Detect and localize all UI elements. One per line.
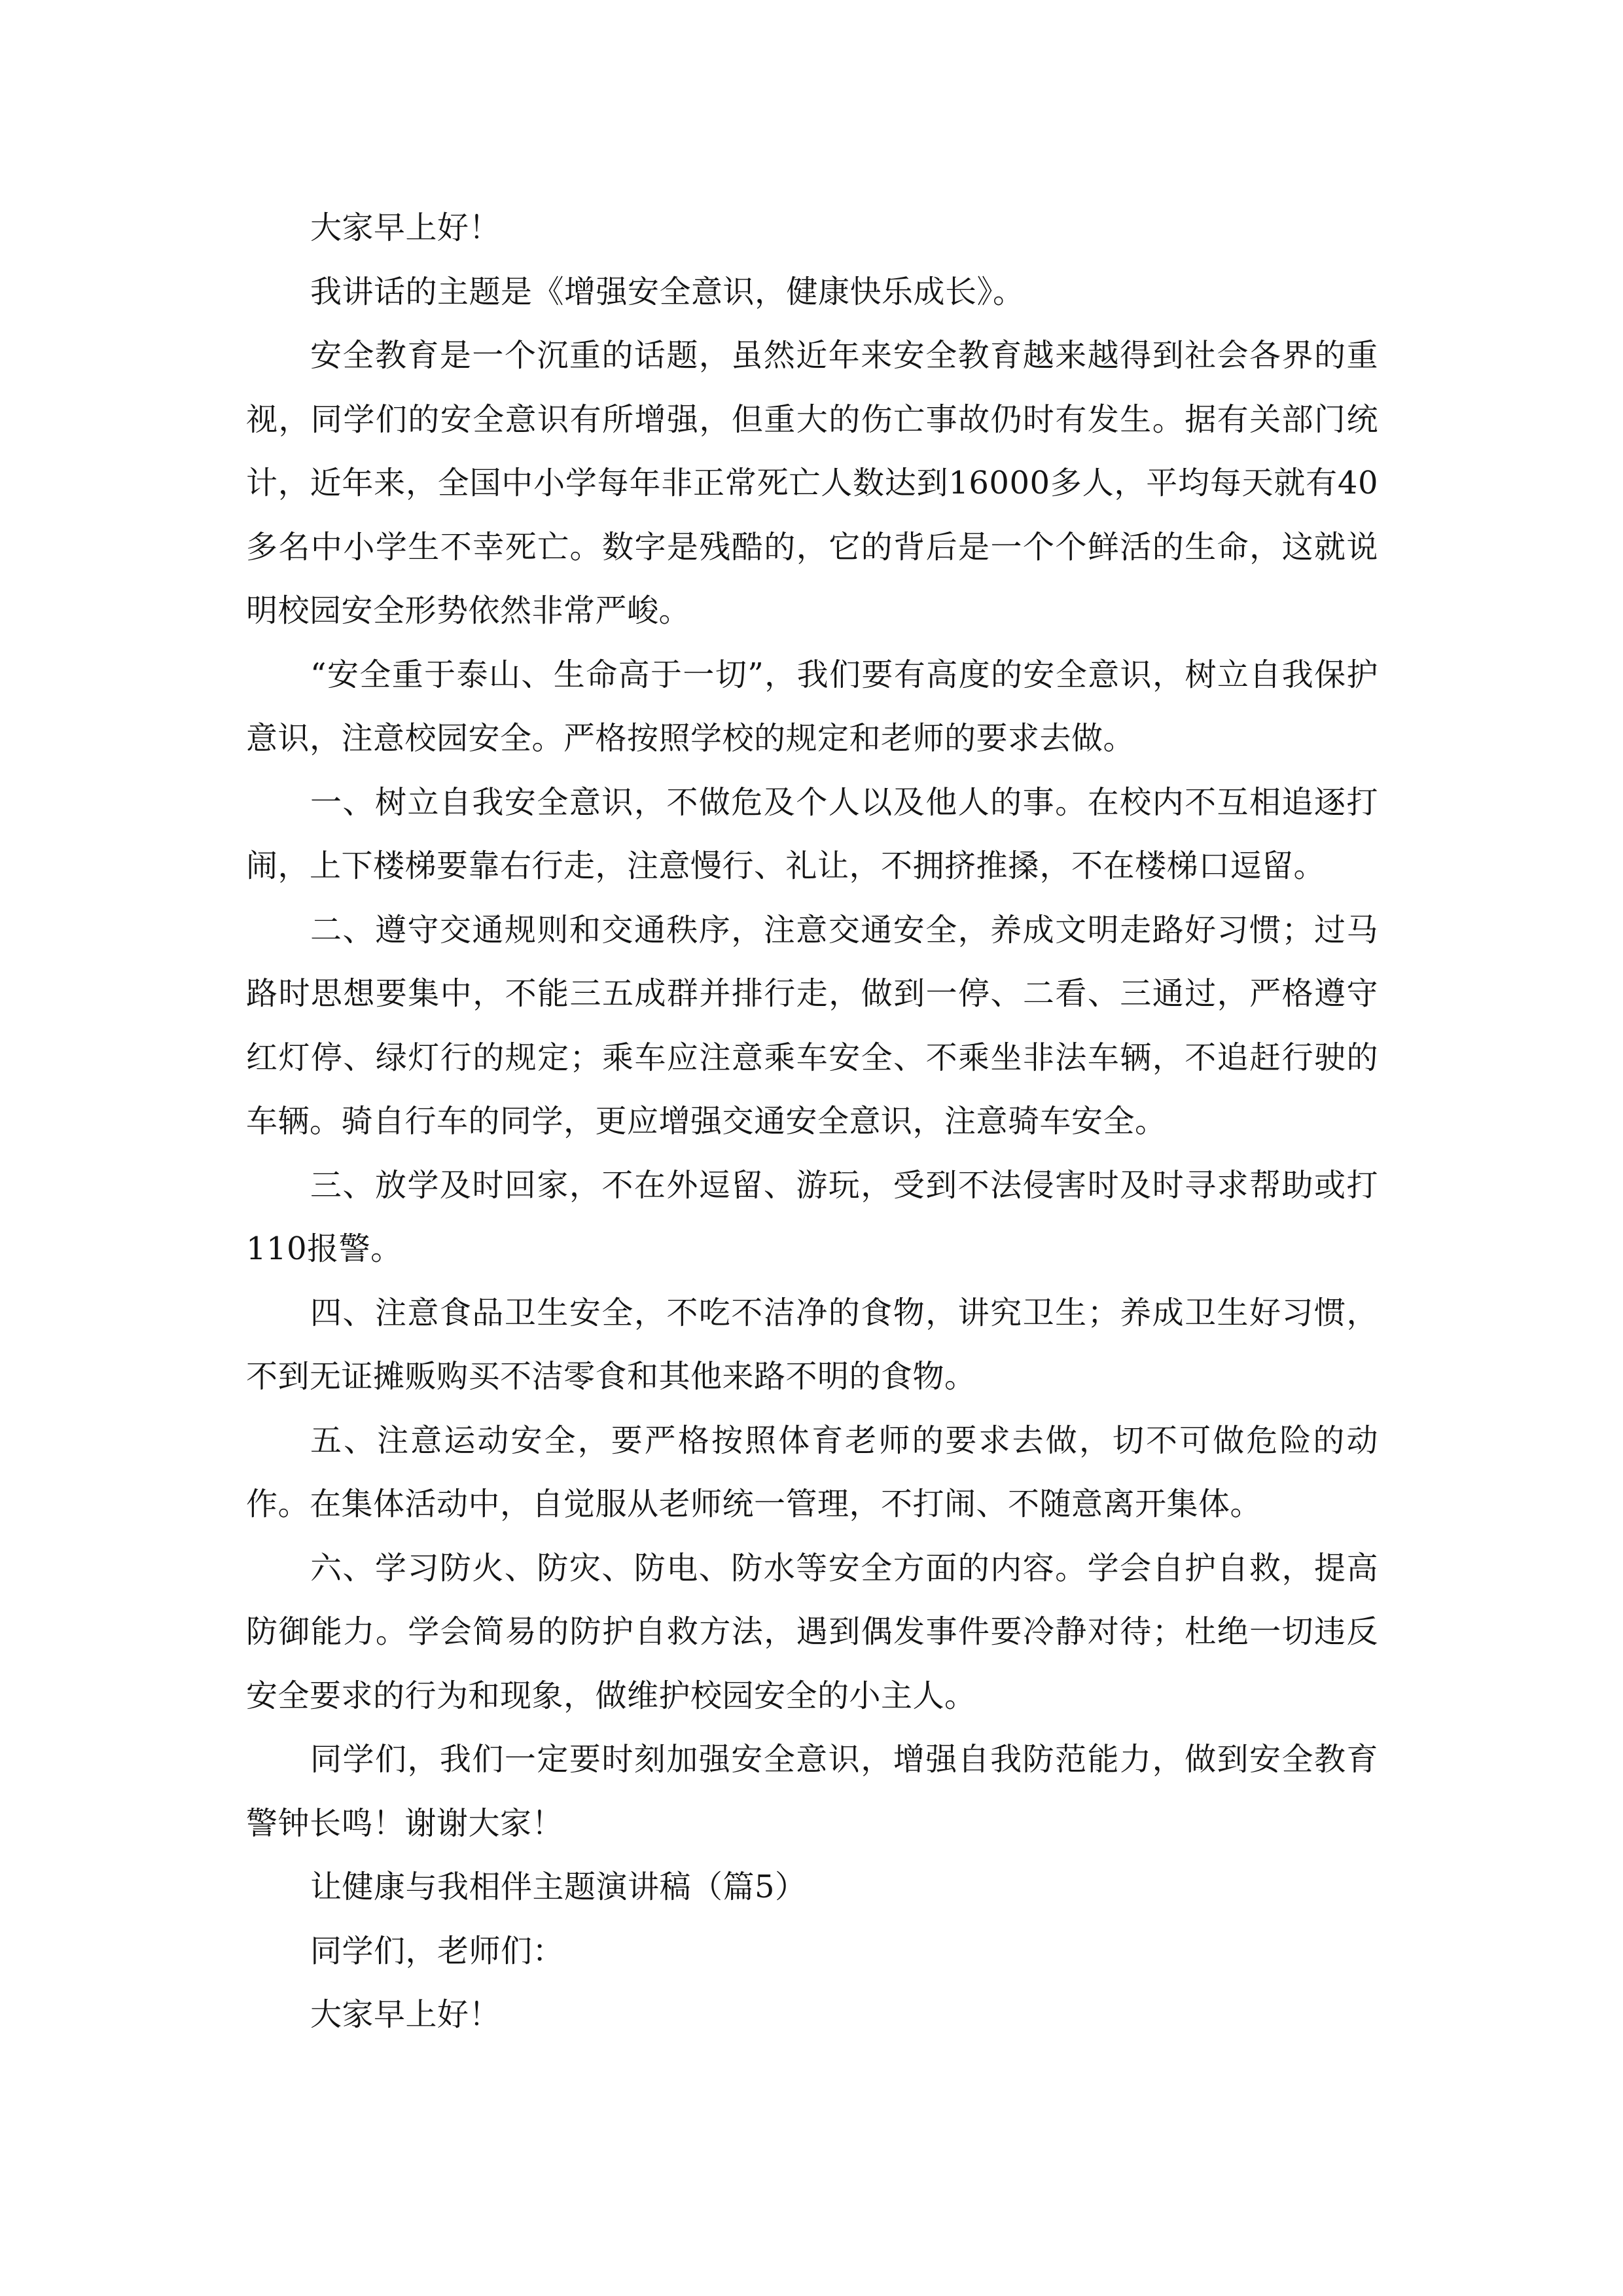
list-item-paragraph: 三、放学及时回家，不在外逗留、游玩，受到不法侵害时及时寻求帮助或打110报警。 <box>246 1166 1378 1267</box>
greeting-paragraph: 大家早上好！ <box>310 209 501 246</box>
body-paragraph: “安全重于泰山、生命高于一切”，我们要有高度的安全意识，树立自我保护意识，注意校园安全。严格按照学校的规定和老师的要求去做。 <box>246 656 1378 757</box>
list-item-paragraph: 六、学习防火、防灾、防电、防水等安全方面的内容。学会自护自救，提高防御能力。学会简易的防护自救方法，遇到偶发事件要冷静对待；杜绝一切违反安全要求的行为和现象，做维护校园安全的小主人。 <box>246 1549 1378 1714</box>
list-item-paragraph: 五、注意运动安全，要严格按照体育老师的要求去做，切不可做危险的动作。在集体活动中，自觉服从老师统一管理，不打闹、不随意离开集体。 <box>246 1422 1378 1522</box>
closing-paragraph: 同学们，我们一定要时刻加强安全意识，增强自我防范能力，做到安全教育警钟长鸣！谢谢大家！ <box>246 1741 1378 1842</box>
list-item-paragraph: 四、注意食品卫生安全，不吃不洁净的食物，讲究卫生；养成卫生好习惯，不到无证摊贩购买不洁零食和其他来路不明的食物。 <box>246 1294 1378 1395</box>
greeting-paragraph: 大家早上好！ <box>310 1996 501 2033</box>
document-body <box>246 196 1378 2047</box>
salutation-paragraph: 同学们，老师们： <box>310 1932 565 1969</box>
section-title: 让健康与我相伴主题演讲稿（篇5） <box>310 1869 807 1905</box>
list-item-paragraph: 一、树立自我安全意识，不做危及个人以及他人的事。在校内不互相追逐打闹，上下楼梯要靠右行走，注意慢行、礼让，不拥挤推搡，不在楼梯口逗留。 <box>246 783 1378 884</box>
speech-topic-paragraph: 我讲话的主题是《增强安全意识，健康快乐成长》。 <box>310 273 1025 310</box>
list-item-paragraph: 二、遵守交通规则和交通秩序，注意交通安全，养成文明走路好习惯；过马路时思想要集中，不能三五成群并排行走，做到一停、二看、三通过，严格遵守红灯停、绿灯行的规定；乘车应注意乘车安全、不乘坐非法车辆，不追赶行驶的车辆。骑自行车的同学，更应增强交通安全意识，注意骑车安全。 <box>246 911 1378 1139</box>
body-paragraph: 安全教育是一个沉重的话题，虽然近年来安全教育越来越得到社会各界的重视，同学们的安全意识有所增强，但重大的伤亡事故仍时有发生。据有关部门统计，近年来，全国中小学每年非正常死亡人数达到16000多人，平均每天就有40多名中小学生不幸死亡。数字是残酷的，它的背后是一个个鲜活的生命，这就说明校园安全形势依然非常严峻。 <box>246 337 1378 629</box>
